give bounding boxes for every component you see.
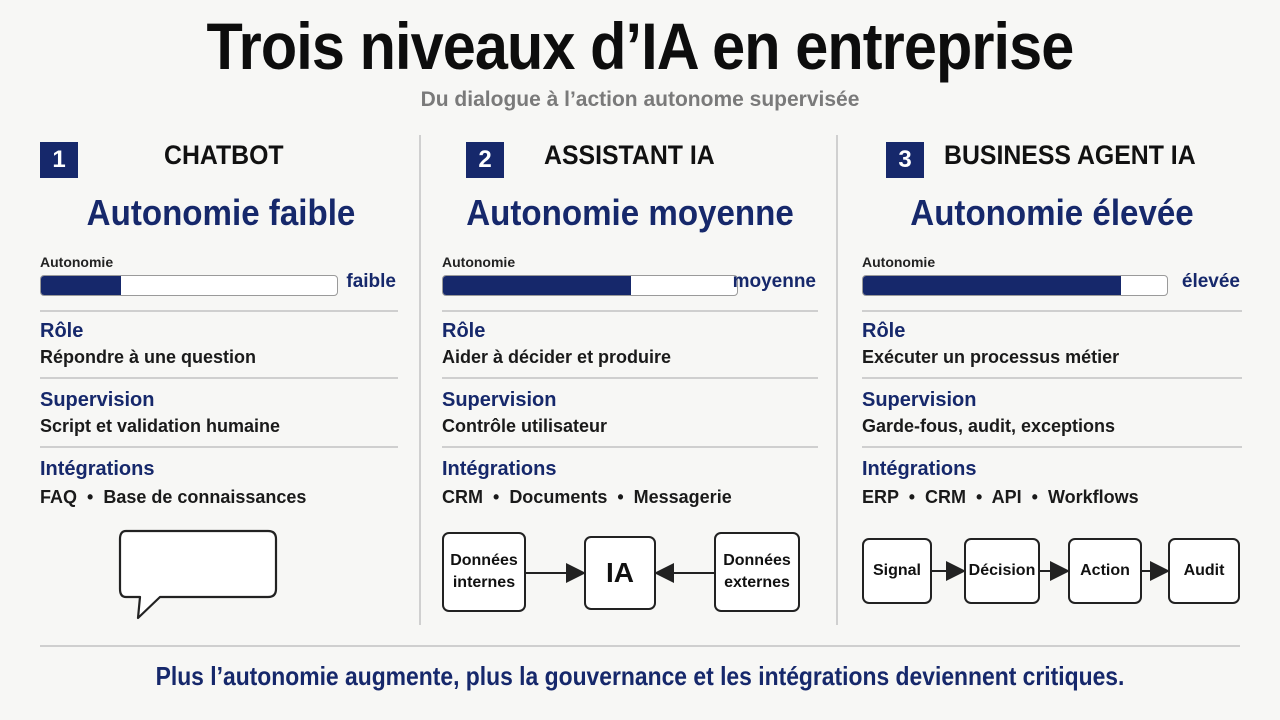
page-subtitle: Du dialogue à l’action autonome supervisée <box>420 88 860 111</box>
divider <box>442 377 818 379</box>
autonomy-heading: Autonomie faible <box>86 192 356 233</box>
role-text: Aider à décider et produire <box>442 347 672 367</box>
integrations-label: Intégrations <box>442 458 557 480</box>
supervision-label: Supervision <box>862 389 977 411</box>
divider <box>442 310 818 312</box>
chat-bubble-icon <box>118 528 280 624</box>
flow-step-signal: Signal <box>862 538 932 604</box>
level-number-badge: 3 <box>886 142 924 178</box>
column-business-agent <box>862 138 1242 626</box>
flow-step-decision: Décision <box>964 538 1040 604</box>
divider <box>862 310 1242 312</box>
divider <box>862 377 1242 379</box>
integrations-label: Intégrations <box>40 458 155 480</box>
autonomy-bar-fill <box>863 276 1121 295</box>
divider <box>40 446 398 448</box>
column-assistant <box>442 138 818 626</box>
column-title: BUSINESS AGENT IA <box>944 140 1196 170</box>
page-title: Trois niveaux d’IA en entreprise <box>206 9 1074 83</box>
integrations-list: CRM • Documents • Messagerie <box>442 487 732 507</box>
column-divider-1 <box>419 135 421 625</box>
node-internal-data: Données internes <box>442 532 526 612</box>
role-label: Rôle <box>442 320 486 342</box>
divider <box>442 446 818 448</box>
node-ia: IA <box>584 536 656 610</box>
integrations-label: Intégrations <box>862 458 977 480</box>
node-external-data: Données externes <box>714 532 800 612</box>
integrations-list: ERP • CRM • API • Workflows <box>862 487 1139 507</box>
divider <box>862 446 1242 448</box>
supervision-label: Supervision <box>442 389 557 411</box>
divider <box>40 377 398 379</box>
supervision-text: Contrôle utilisateur <box>442 416 608 436</box>
autonomy-bar-fill <box>41 276 121 295</box>
role-text: Répondre à une question <box>40 347 257 367</box>
autonomy-heading: Autonomie moyenne <box>466 192 794 233</box>
column-title: ASSISTANT IA <box>544 140 715 170</box>
autonomy-level-word: faible <box>346 271 396 292</box>
autonomy-bar-fill <box>443 276 631 295</box>
column-divider-2 <box>836 135 838 625</box>
footer-divider <box>40 645 1240 647</box>
autonomy-bar <box>40 275 338 296</box>
supervision-text: Garde-fous, audit, exceptions <box>862 416 1116 436</box>
autonomy-bar <box>442 275 738 296</box>
role-text: Exécuter un processus métier <box>862 347 1120 367</box>
role-label: Rôle <box>862 320 906 342</box>
autonomy-level-word: élevée <box>1181 271 1240 292</box>
autonomy-label: Autonomie <box>442 254 516 270</box>
autonomy-label: Autonomie <box>40 254 114 270</box>
footer-message: Plus l’autonomie augmente, plus la gouvernance et les intégrations deviennent critiques. <box>155 661 1125 691</box>
flow-step-audit: Audit <box>1168 538 1240 604</box>
integrations-list: FAQ • Base de connaissances <box>40 487 307 507</box>
role-label: Rôle <box>40 320 84 342</box>
autonomy-bar <box>862 275 1168 296</box>
autonomy-level-word: moyenne <box>732 271 816 292</box>
flow-step-action: Action <box>1068 538 1142 604</box>
level-number-badge: 2 <box>466 142 504 178</box>
column-chatbot <box>40 138 398 626</box>
supervision-label: Supervision <box>40 389 155 411</box>
autonomy-label: Autonomie <box>862 254 936 270</box>
supervision-text: Script et validation humaine <box>40 416 281 436</box>
autonomy-heading: Autonomie élevée <box>910 192 1194 233</box>
column-title: CHATBOT <box>164 140 284 170</box>
level-number-badge: 1 <box>40 142 78 178</box>
divider <box>40 310 398 312</box>
